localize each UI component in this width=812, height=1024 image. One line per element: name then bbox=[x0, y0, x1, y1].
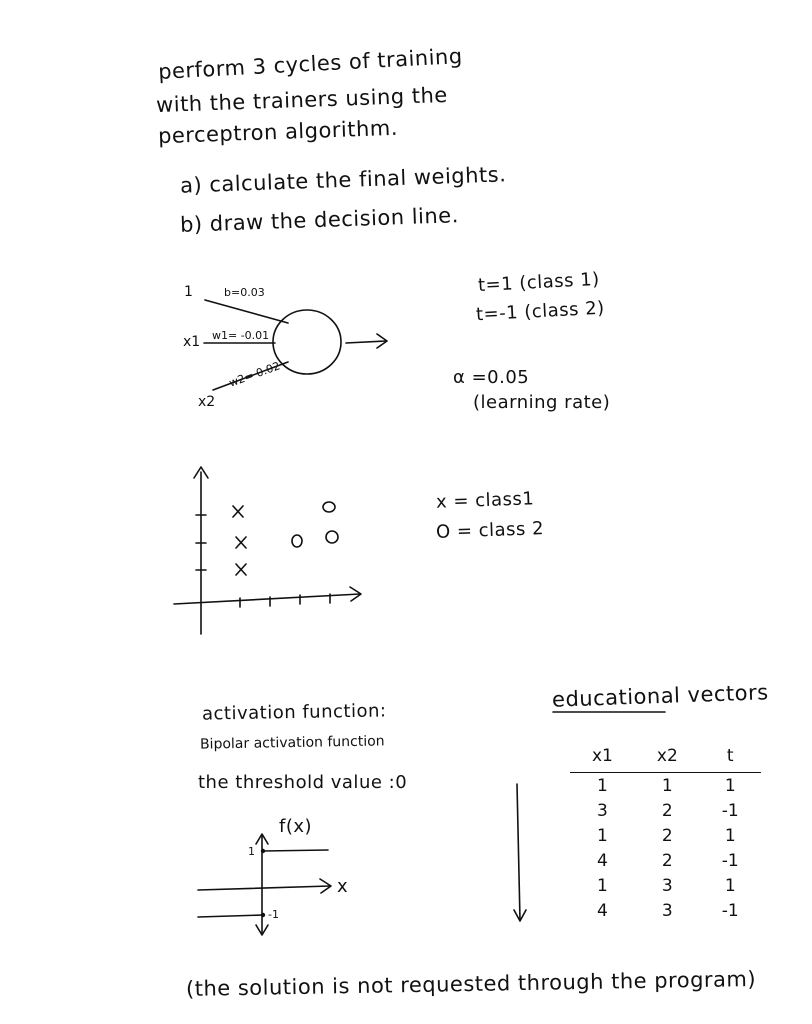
target-class1: t=1 (class 1) bbox=[477, 268, 601, 297]
table-row bbox=[570, 848, 761, 873]
vectors-header-row bbox=[570, 742, 761, 773]
bias-line bbox=[205, 300, 288, 323]
class2-point bbox=[292, 535, 302, 547]
cell-x1: 1 bbox=[597, 876, 608, 896]
table-row bbox=[570, 873, 761, 898]
cell-x2: 2 bbox=[661, 851, 673, 871]
w1-weight-label: w1= -0.01 bbox=[212, 329, 270, 342]
cell-x2: 2 bbox=[661, 826, 673, 846]
table-row bbox=[570, 823, 761, 848]
step-tick-neg: -1 bbox=[268, 908, 279, 921]
cell-t: -1 bbox=[721, 801, 739, 821]
w2-weight-label: w2= 0.02 bbox=[227, 359, 282, 390]
cell-t: -1 bbox=[721, 851, 739, 871]
step-fx-label: f(x) bbox=[279, 816, 313, 837]
cell-t: -1 bbox=[721, 901, 739, 921]
step-function-graph bbox=[198, 834, 331, 935]
activation-type: Bipolar activation function bbox=[199, 733, 385, 753]
vectors-title: educational vectors bbox=[551, 680, 769, 712]
activation-title: activation function: bbox=[201, 700, 387, 725]
down-arrow bbox=[514, 784, 526, 921]
table-row bbox=[570, 898, 761, 923]
cell-x1: 1 bbox=[597, 826, 608, 846]
output-arrow-line bbox=[346, 341, 386, 343]
cell-t: 1 bbox=[724, 876, 736, 896]
cell-t: 1 bbox=[724, 826, 736, 846]
cell-x2: 2 bbox=[661, 801, 673, 821]
cell-x1: 4 bbox=[597, 901, 608, 921]
problem-line-3: perceptron algorithm. bbox=[157, 115, 399, 149]
step-x-label: x bbox=[337, 876, 349, 897]
legend-class1: x = class1 bbox=[435, 488, 535, 513]
neuron-circle bbox=[273, 310, 341, 374]
target-class2: t=-1 (class 2) bbox=[475, 297, 606, 326]
footer-note: (the solution is not requested through the program) bbox=[185, 967, 757, 1001]
class1-point bbox=[236, 564, 246, 575]
task-a: a) calculate the final weights. bbox=[179, 162, 507, 198]
class2-point bbox=[323, 502, 335, 512]
step-upper-level bbox=[263, 850, 328, 851]
problem-line-2: with the trainers using the bbox=[155, 82, 449, 118]
class1-point bbox=[236, 537, 246, 548]
x1-input-label: x1 bbox=[183, 334, 201, 350]
class1-point bbox=[233, 506, 243, 517]
problem-line-1: perform 3 cycles of training bbox=[157, 44, 464, 84]
cell-x2: 1 bbox=[661, 776, 673, 796]
scatter-plot bbox=[174, 467, 361, 634]
learning-rate-desc: (learning rate) bbox=[473, 392, 611, 413]
header-x2: x2 bbox=[635, 742, 700, 773]
legend-class2: O = class 2 bbox=[435, 518, 545, 543]
cell-x2: 3 bbox=[661, 901, 673, 921]
step-tick-pos: 1 bbox=[248, 845, 255, 858]
cell-x1: 3 bbox=[597, 801, 608, 821]
table-row bbox=[570, 773, 761, 799]
learning-rate-value: α =0.05 bbox=[453, 367, 530, 388]
header-t: t bbox=[700, 742, 761, 773]
vectors-table bbox=[570, 742, 761, 923]
cell-x2: 3 bbox=[661, 876, 673, 896]
bias-weight-label: b=0.03 bbox=[224, 286, 265, 299]
cell-x1: 4 bbox=[597, 851, 608, 871]
step-x-axis bbox=[198, 886, 330, 890]
step-lower-level bbox=[198, 915, 263, 917]
scatter-x-axis bbox=[174, 594, 360, 604]
table-row bbox=[570, 798, 761, 823]
x2-input-label: x2 bbox=[198, 394, 216, 410]
cell-x1: 1 bbox=[597, 776, 608, 796]
task-b: b) draw the decision line. bbox=[179, 203, 460, 237]
header-x1: x1 bbox=[570, 742, 635, 773]
cell-t: 1 bbox=[724, 776, 736, 796]
class2-point bbox=[326, 531, 338, 543]
activation-threshold: the threshold value :0 bbox=[198, 772, 408, 793]
bias-input-label: 1 bbox=[184, 284, 193, 300]
